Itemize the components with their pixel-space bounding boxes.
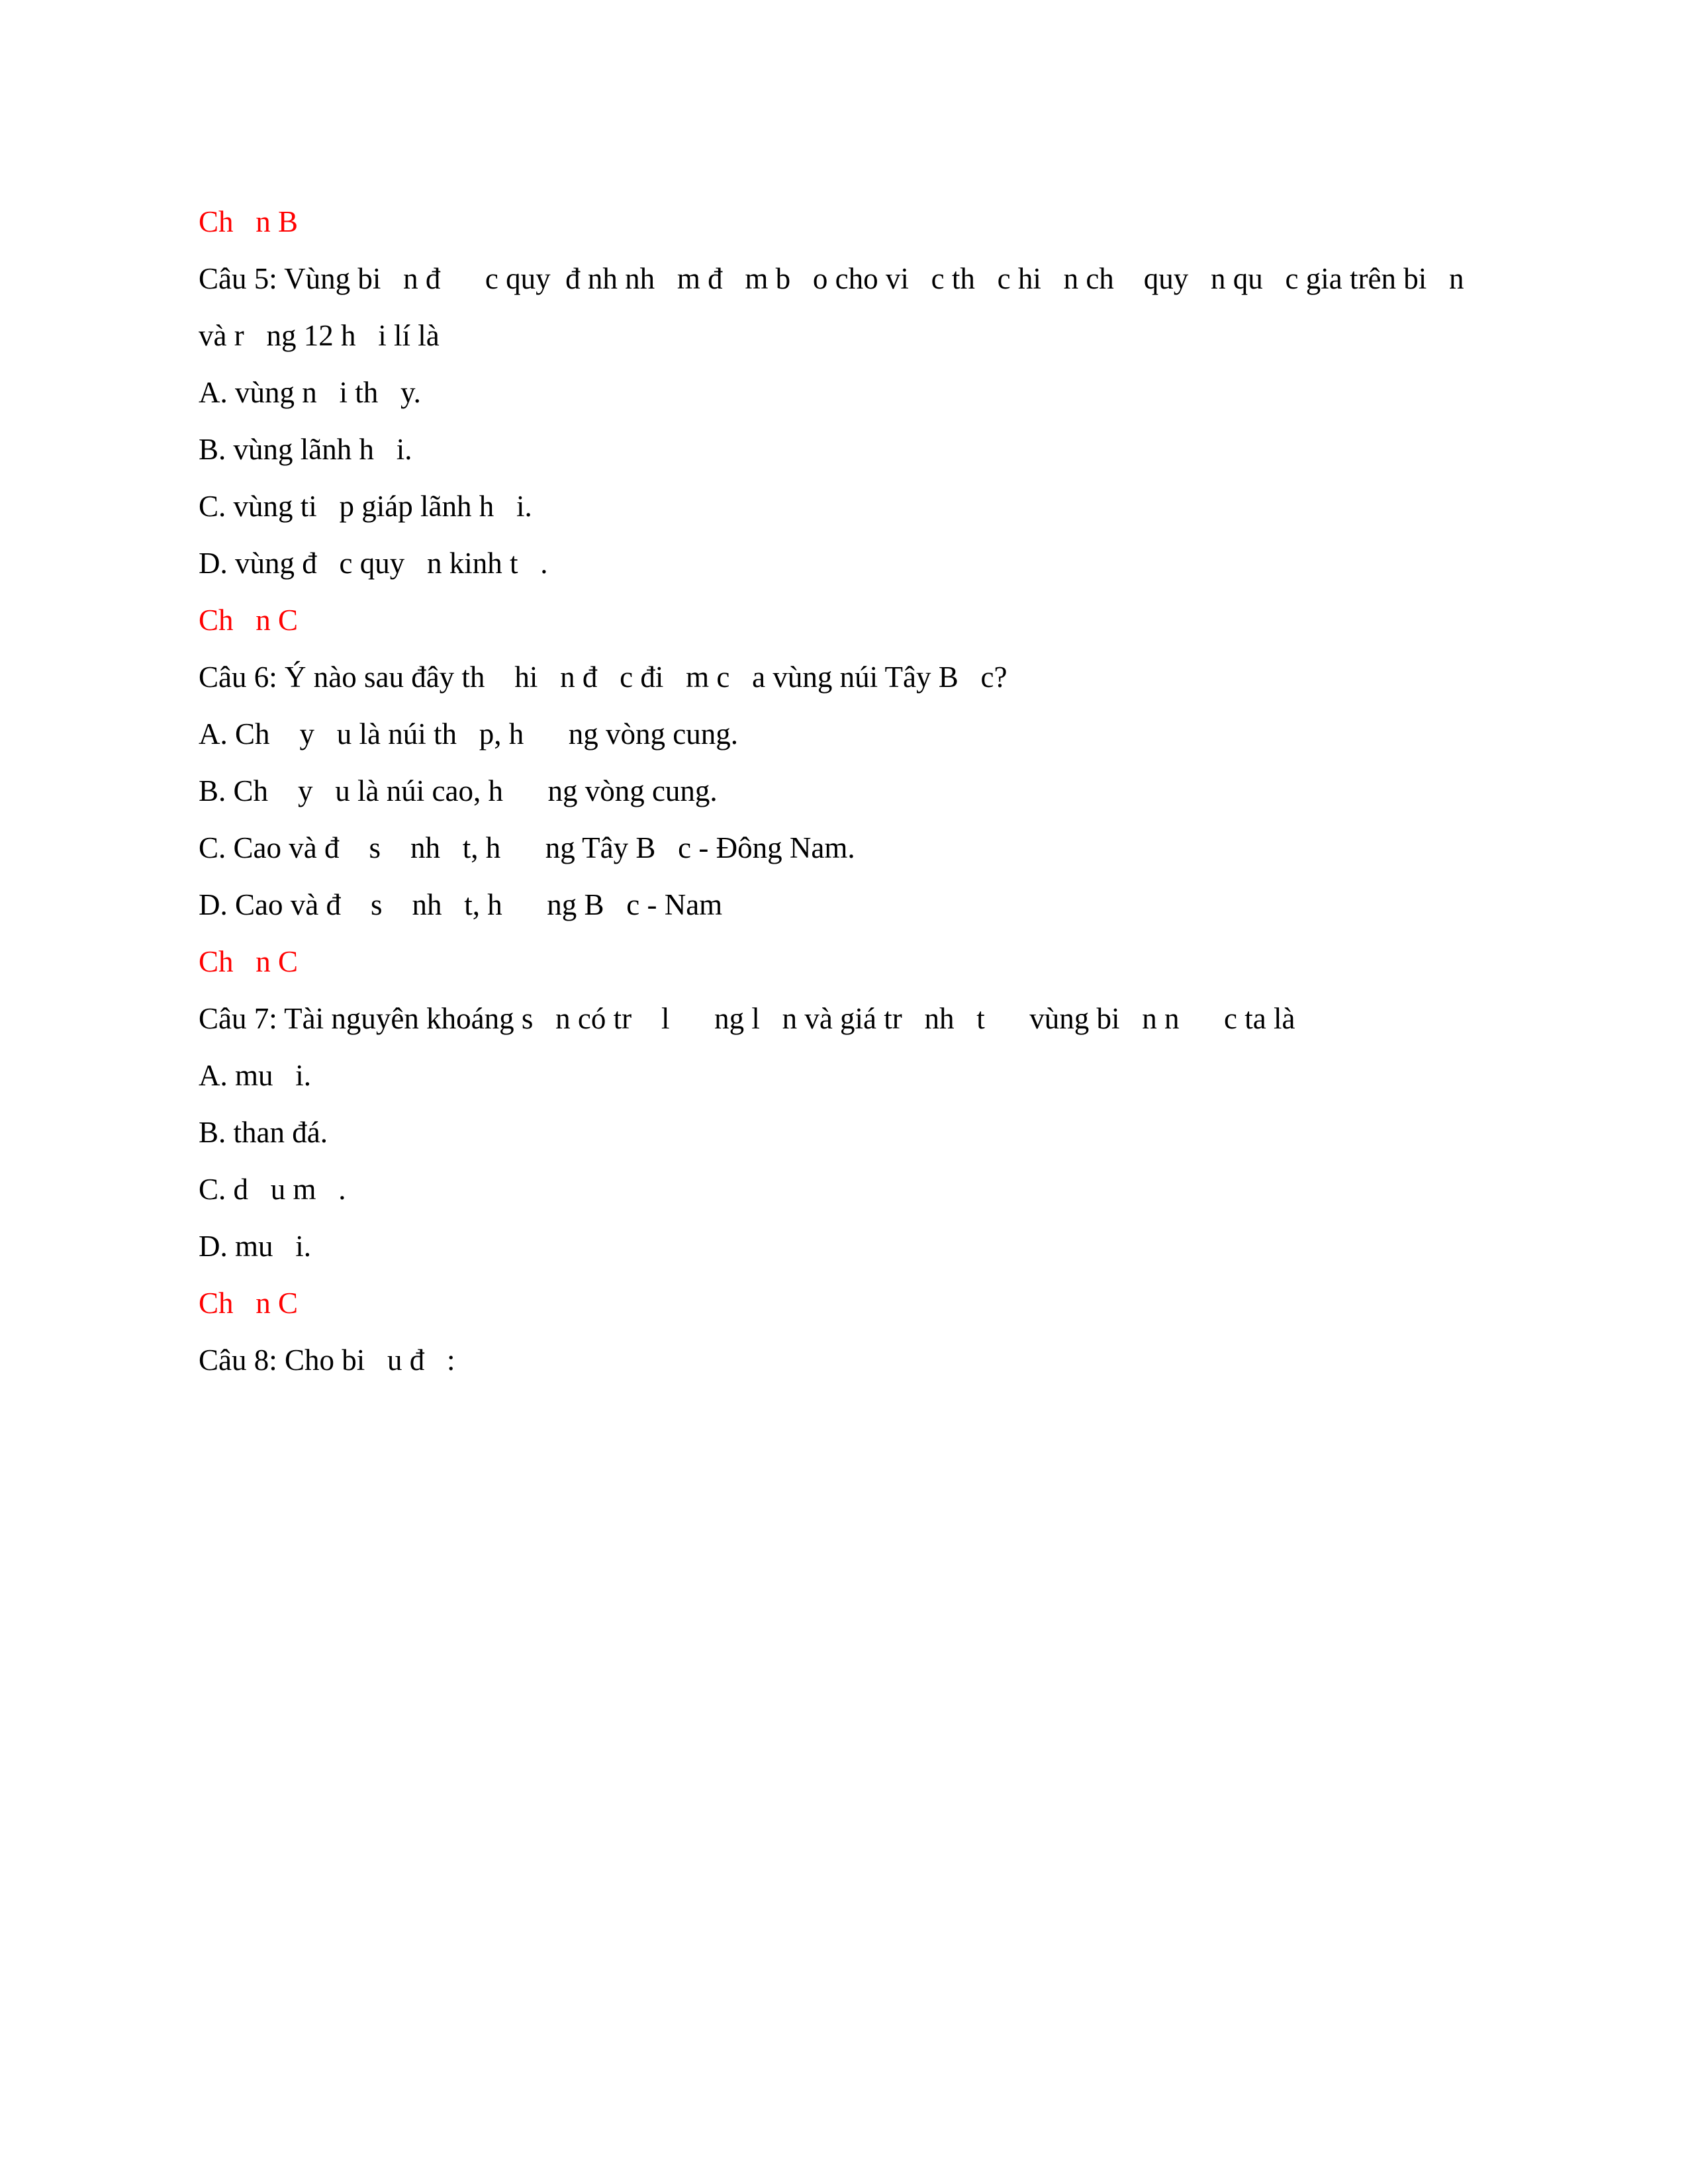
question-6-option-d: D. Cao và đ s nh t, h ng B c - Nam — [199, 888, 723, 921]
question-6: Câu 6: Ý nào sau đây th hi n đ c đi m c a vùng núi Tây B c? — [199, 660, 1008, 694]
question-5-option-b: B. vùng lãnh h i. — [199, 433, 412, 466]
question-7-option-c: C. d u m . — [199, 1173, 346, 1206]
question-7-option-a: A. mu i. — [199, 1059, 312, 1092]
answer-q6: Ch n C — [199, 945, 299, 978]
question-5-line-2: và r ng 12 h i lí là — [199, 319, 440, 352]
question-5-option-d: D. vùng đ c quy n kinh t . — [199, 547, 548, 580]
question-7-option-b: B. than đá. — [199, 1116, 328, 1149]
question-5-option-c: C. vùng ti p giáp lãnh h i. — [199, 490, 532, 523]
question-6-option-b: B. Ch y u là núi cao, h ng vòng cung. — [199, 774, 718, 807]
question-8: Câu 8: Cho bi u đ : — [199, 1343, 455, 1377]
question-6-option-c: C. Cao và đ s nh t, h ng Tây B c - Đông Nam. — [199, 831, 855, 864]
question-7-option-d: D. mu i. — [199, 1230, 312, 1263]
answer-q4: Ch n B — [199, 205, 299, 238]
question-7: Câu 7: Tài nguyên khoáng s n có tr l ng l n và giá tr nh t vùng bi n n c ta là — [199, 1002, 1295, 1035]
answer-q7: Ch n C — [199, 1287, 299, 1320]
question-5-line-1: Câu 5: Vùng bi n đ c quy đ nh nh m đ m b o cho vi c th c hi n ch quy n qu c gia trên bi n — [199, 262, 1464, 295]
question-6-option-a: A. Ch y u là núi th p, h ng vòng cung. — [199, 717, 738, 751]
question-5-option-a: A. vùng n i th y. — [199, 376, 421, 409]
document-content — [199, 193, 1489, 1388]
answer-q5: Ch n C — [199, 604, 299, 637]
